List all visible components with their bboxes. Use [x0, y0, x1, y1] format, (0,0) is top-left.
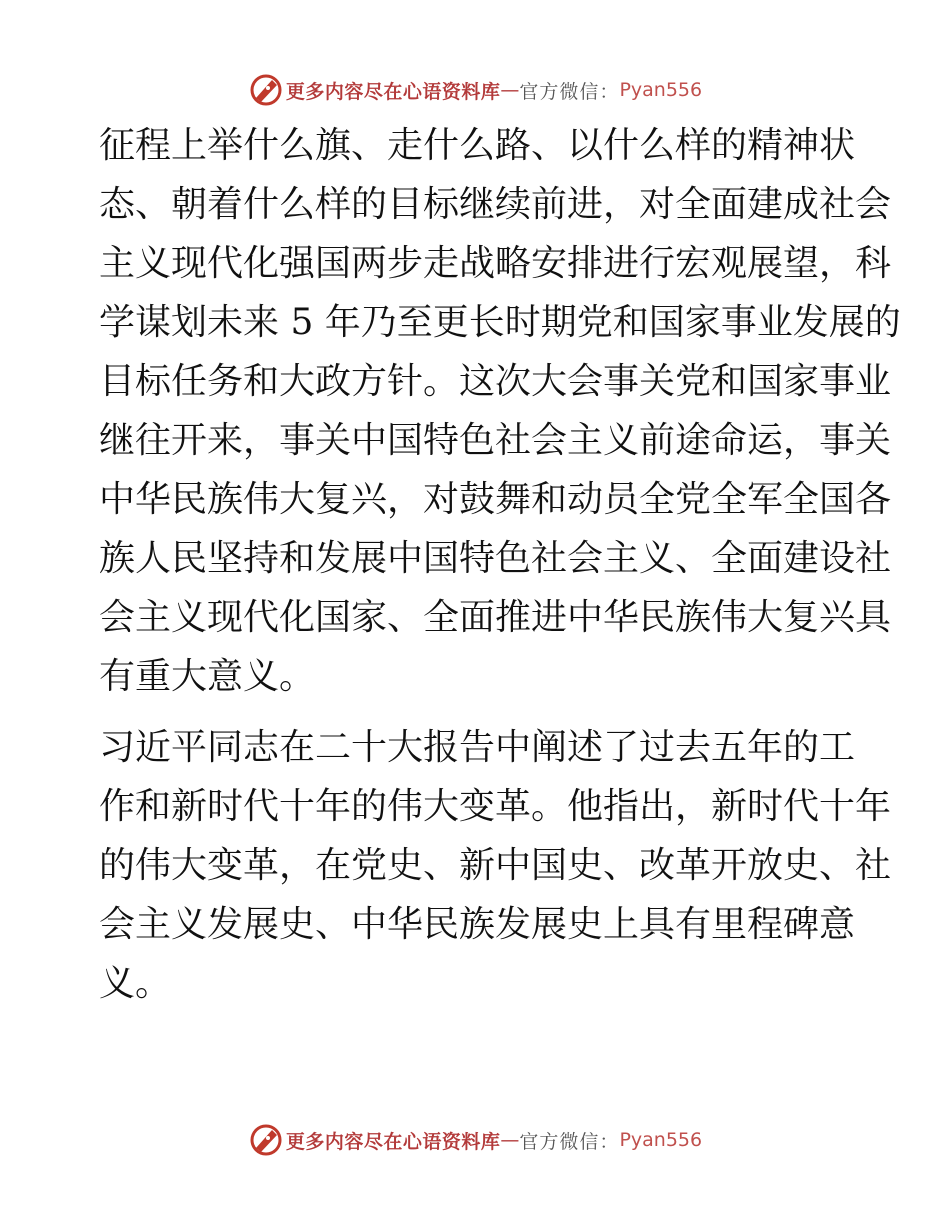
paragraph-2 [99, 718, 892, 1013]
banner-separator: — [500, 1129, 520, 1151]
banner-wechat-label: 官方微信： [519, 80, 620, 103]
text-line: 态、朝着什么样的目标继续前进，对全面建成社会 [99, 184, 892, 225]
text-line: 目标任务和大政方针。这次大会事关党和国家事业 [99, 361, 892, 402]
text-line: 有重大意义。 [99, 656, 316, 697]
document-body [99, 116, 901, 1013]
text-line: 继往开来，事关中国特色社会主义前途命运，事关 [99, 420, 892, 461]
banner-title: 更多内容尽在心语资料库 [285, 1130, 501, 1153]
text-line: 学谋划未来 5 年乃至更长时期党和国家事业发展的 [99, 302, 901, 343]
text-line: 主义现代化强国两步走战略安排进行宏观展望，科 [99, 243, 892, 284]
header-banner [0, 70, 950, 110]
text-line: 族人民坚持和发展中国特色社会主义、全面建设社 [99, 538, 892, 579]
text-line: 义。 [99, 963, 172, 1004]
paragraph-1 [99, 116, 901, 706]
banner-title: 更多内容尽在心语资料库 [285, 80, 501, 103]
text-line: 作和新时代十年的伟大变革。他指出，新时代十年 [99, 786, 892, 827]
text-line: 会主义现代化国家、全面推进中华民族伟大复兴具 [99, 597, 892, 638]
banner-separator: — [500, 79, 520, 101]
banner-wechat-handle: Pyan556 [619, 79, 703, 101]
banner-wechat-label: 官方微信： [519, 1130, 620, 1153]
text-line: 征程上举什么旗、走什么路、以什么样的精神状 [99, 125, 856, 166]
text-line: 会主义发展史、中华民族发展史上具有里程碑意 [99, 904, 856, 945]
pen-logo-icon [248, 72, 284, 108]
text-line: 的伟大变革，在党史、新中国史、改革开放史、社 [99, 845, 892, 886]
pen-logo-icon [248, 1122, 284, 1158]
text-line: 习近平同志在二十大报告中阐述了过去五年的工 [99, 727, 856, 768]
text-line: 中华民族伟大复兴，对鼓舞和动员全党全军全国各 [99, 479, 892, 520]
footer-banner [0, 1120, 950, 1160]
banner-wechat-handle: Pyan556 [619, 1129, 703, 1151]
